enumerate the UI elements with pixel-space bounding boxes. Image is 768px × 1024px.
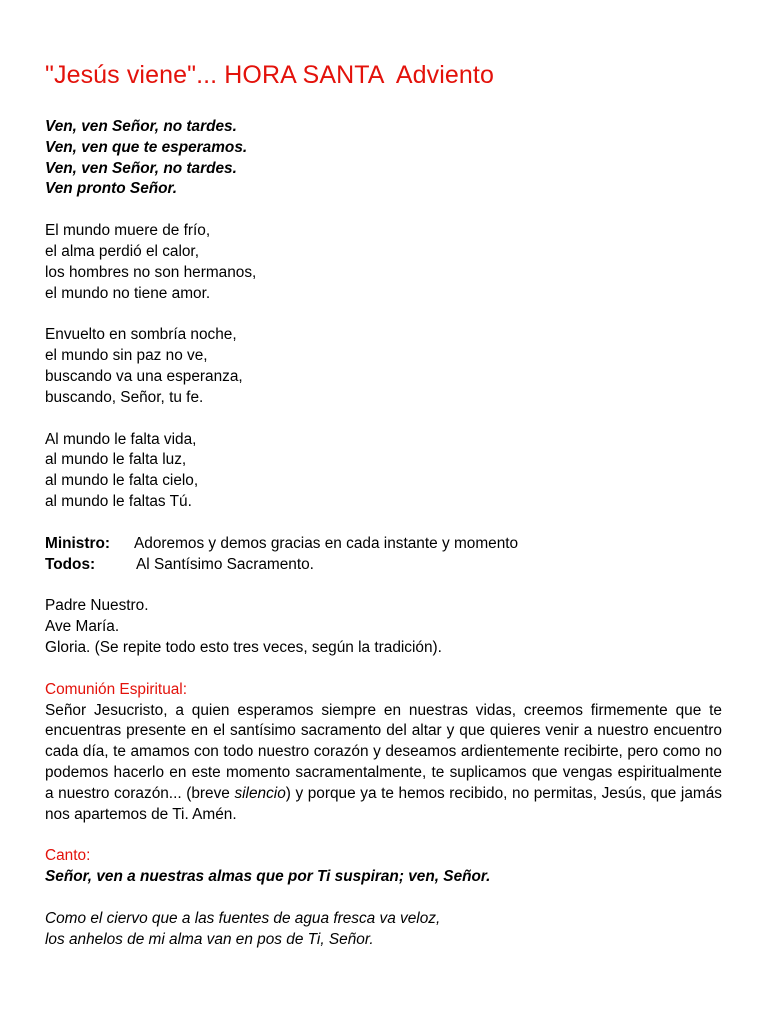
dialogue: [45, 534, 722, 576]
verse-line: los anhelos de mi alma van en pos de Ti, Señor.: [45, 930, 374, 948]
all-text: Al Santísimo Sacramento.: [136, 555, 314, 573]
communion-text-after: ) y porque ya te hemos recibido, no permitas, Jesús, que jamás nos apartemos de Ti. Amén.: [45, 784, 722, 823]
minister-text: Adoremos y demos gracias en cada instante y momento: [134, 534, 519, 552]
stanza-3: [45, 430, 722, 513]
communion-heading: Comunión Espiritual:: [45, 680, 188, 698]
canto-heading: Canto:: [45, 847, 91, 865]
stanza-line: al mundo le falta luz,: [45, 451, 187, 469]
refrain-line: Ven, ven que te esperamos.: [45, 138, 248, 156]
communion-paragraph: [45, 701, 722, 826]
communion-text-italic: silencio: [234, 784, 286, 802]
prayer-line: Padre Nuestro.: [45, 597, 149, 615]
stanza-1: [45, 221, 722, 304]
stanza-line: al mundo le falta cielo,: [45, 472, 199, 490]
page-title: "Jesús viene"... HORA SANTA Adviento: [45, 61, 494, 89]
stanza-line: El mundo muere de frío,: [45, 222, 211, 240]
stanza-line: buscando va una esperanza,: [45, 367, 243, 385]
document-page: [45, 58, 722, 951]
all-line: [45, 555, 722, 576]
prayer-line: Ave María.: [45, 618, 120, 636]
stanza-line: al mundo le faltas Tú.: [45, 492, 192, 510]
verse-line: Como el ciervo que a las fuentes de agua fresca va veloz,: [45, 909, 441, 927]
canto-chorus: Señor, ven a nuestras almas que por Ti suspiran; ven, Señor.: [45, 868, 491, 886]
prayer-line: Gloria. (Se repite todo esto tres veces, según la tradición).: [45, 638, 442, 656]
stanza-line: Envuelto en sombría noche,: [45, 326, 237, 344]
stanza-line: el mundo no tiene amor.: [45, 284, 211, 302]
canto-verse: [45, 909, 722, 951]
prayers: [45, 596, 722, 658]
refrain: [45, 117, 722, 200]
stanza-2: [45, 325, 722, 408]
refrain-line: Ven pronto Señor.: [45, 180, 177, 198]
minister-label: Ministro:: [45, 534, 110, 552]
refrain-line: Ven, ven Señor, no tardes.: [45, 118, 237, 135]
minister-line: [45, 534, 722, 555]
all-label: Todos:: [45, 555, 96, 573]
stanza-line: el mundo sin paz no ve,: [45, 347, 208, 365]
refrain-line: Ven, ven Señor, no tardes.: [45, 159, 237, 177]
stanza-line: el alma perdió el calor,: [45, 242, 199, 260]
stanza-line: Al mundo le falta vida,: [45, 430, 197, 448]
stanza-line: los hombres no son hermanos,: [45, 263, 257, 281]
stanza-line: buscando, Señor, tu fe.: [45, 388, 204, 406]
communion-text-before: Señor Jesucristo, a quien esperamos siempre en nuestras vidas, creemos firmemente que te encuentras presente en el santísimo sacramento del altar y que quieres venir a nuestro encuentro cada día, te amamos con todo nuestro corazón y deseamos ardientemente recibirte, pero como no podemos hacerlo en este momento sacramentalmente, te suplicamos que vengas espiritualmente a nuestro corazón... (breve: [45, 701, 722, 802]
